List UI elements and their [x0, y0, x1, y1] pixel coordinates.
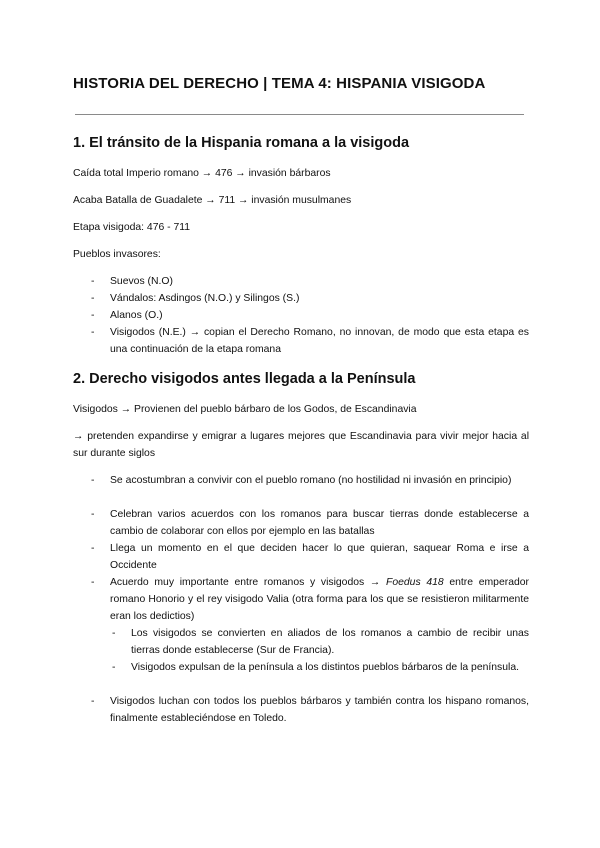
bullet-dash: -	[91, 577, 95, 588]
bullet-dash: -	[91, 293, 95, 304]
document-title: HISTORIA DEL DERECHO | TEMA 4: HISPANIA VISIGODA	[73, 75, 486, 92]
bullet-dash: -	[112, 662, 116, 673]
section-1-heading: 1. El tránsito de la Hispania romana a la visigoda	[73, 135, 410, 151]
list-item-text	[110, 574, 529, 625]
section-1-line-2: Acaba Batalla de Guadalete → 711 → invasión musulmanes	[73, 195, 352, 206]
bullet-dash: -	[91, 310, 95, 321]
foedus-term: Foedus 418	[385, 577, 444, 588]
bullet-dash: -	[91, 543, 95, 554]
sub-list-item-text: Visigodos expulsan de la península a los distintos pueblos bárbaros de la península.	[131, 662, 519, 673]
list-item-text: Se acostumbran a convivir con el pueblo romano (no hostilidad ni invasión en principio)	[110, 475, 512, 486]
foedus-text-pre: Acuerdo muy importante entre romanos y visigodos →	[110, 577, 386, 588]
foedus-text-post: entre emperador romano Honorio y el rey visigodo Valia (otra forma para los que se resistieron militarmente eran los dedictios)	[110, 577, 529, 622]
bullet-dash: -	[112, 628, 116, 639]
bullet-dash: -	[91, 327, 95, 338]
section-2-line-2: → pretenden expandirse y emigrar a lugares mejores que Escandinavia para vivir mejor hacia al sur durante siglos	[73, 431, 529, 459]
title-divider	[75, 114, 524, 115]
list-item-text: Suevos (N.O)	[110, 276, 173, 287]
section-2-heading: 2. Derecho visigodos antes llegada a la Península	[73, 371, 416, 387]
section-1-line-3: Etapa visigoda: 476 - 711	[73, 222, 191, 233]
bullet-dash: -	[91, 475, 95, 486]
bullet-dash: -	[91, 696, 95, 707]
list-item-text: Alanos (O.)	[110, 310, 163, 321]
list-item-text: Vándalos: Asdingos (N.O.) y Silingos (S.)	[110, 293, 300, 304]
list-item-text: Llega un momento en el que deciden hacer lo que quieran, saquear Roma e irse a Occidente	[110, 543, 529, 571]
section-1-line-1: Caída total Imperio romano → 476 → invasión bárbaros	[73, 168, 331, 179]
list-item-text: Visigodos (N.E.) → copian el Derecho Romano, no innovan, de modo que esta etapa es una continuación de la etapa romana	[110, 327, 529, 355]
section-1-line-4: Pueblos invasores:	[73, 249, 161, 260]
sub-list-item-text: Los visigodos se convierten en aliados de los romanos a cambio de recibir unas tierras donde establecerse (Sur de Francia).	[131, 628, 529, 656]
section-2-line-1: Visigodos → Provienen del pueblo bárbaro de los Godos, de Escandinavia	[73, 404, 417, 415]
bullet-dash: -	[91, 276, 95, 287]
list-item-text: Visigodos luchan con todos los pueblos bárbaros y también contra los hispano romanos, finalmente estableciéndose en Toledo.	[110, 696, 529, 724]
list-item-text: Celebran varios acuerdos con los romanos para buscar tierras donde establecerse a cambio de colaborar con ellos por ejemplo en las batallas	[110, 509, 529, 537]
bullet-dash: -	[91, 509, 95, 520]
